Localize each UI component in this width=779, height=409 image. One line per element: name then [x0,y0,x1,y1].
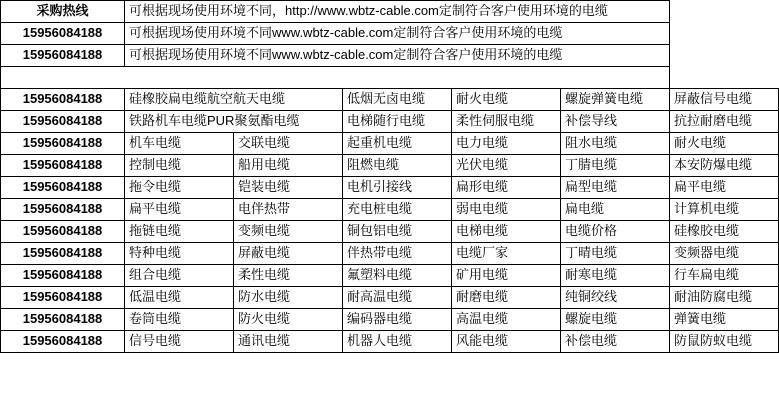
product-cell: 电梯随行电缆 [343,111,452,133]
product-cell: 耐火电缆 [452,89,561,111]
product-cell: 螺旋电缆 [561,309,670,331]
product-cell: 卷筒电缆 [125,309,234,331]
product-cell: 电力电缆 [452,133,561,155]
phone-number: 15956084188 [1,287,125,309]
phone-number: 15956084188 [1,221,125,243]
table-row [1,199,779,221]
product-cell: 阻燃电缆 [343,155,452,177]
product-cell: 丁腈电缆 [561,155,670,177]
phone-number: 15956084188 [1,177,125,199]
product-cell: 矿用电缆 [452,265,561,287]
product-cell: 螺旋弹簧电缆 [561,89,670,111]
phone-number: 15956084188 [1,111,125,133]
product-cell: 耐高温电缆 [343,287,452,309]
banner-text-2: 可根据现场使用环境不同www.wbtz-cable.com定制符合客户使用环境的电缆 [125,45,670,67]
product-cell: 电缆厂家 [452,243,561,265]
product-cell: 硅橡胶扁电缆航空航天电缆 [125,89,343,111]
product-cell: 高温电缆 [452,309,561,331]
product-cell: 纯铜绞线 [561,287,670,309]
product-cell: 编码器电缆 [343,309,452,331]
table-row [1,111,779,133]
product-cell: 硅橡胶电缆 [670,221,779,243]
phone-number: 15956084188 [1,331,125,353]
product-cell: 电缆价格 [561,221,670,243]
spacer-cell [1,67,670,89]
product-cell: 伴热带电缆 [343,243,452,265]
product-cell: 拖令电缆 [125,177,234,199]
product-cell: 耐油防腐电缆 [670,287,779,309]
product-cell: 防鼠防蚁电缆 [670,331,779,353]
product-cell: 信号电缆 [125,331,234,353]
purchase-hotline-label: 采购热线 [1,1,125,23]
banner-text-1: 可根据现场使用环境不同www.wbtz-cable.com定制符合客户使用环境的电缆 [125,23,670,45]
product-cell: 扁型电缆 [561,177,670,199]
product-cell: 本安防爆电缆 [670,155,779,177]
table-row-banner-1 [1,23,779,45]
product-cell: 组合电缆 [125,265,234,287]
product-cell: 扁平电缆 [670,177,779,199]
product-cell: 柔性伺服电缆 [452,111,561,133]
phone-number: 15956084188 [1,309,125,331]
phone-number: 15956084188 [1,243,125,265]
product-cell: 耐寒电缆 [561,265,670,287]
product-cell: 补偿导线 [561,111,670,133]
product-cell: 防水电缆 [234,287,343,309]
table-row [1,265,779,287]
product-cell: 低温电缆 [125,287,234,309]
phone-number: 15956084188 [1,89,125,111]
table-body [1,1,779,353]
phone-number: 15956084188 [1,23,125,45]
product-cell: 机车电缆 [125,133,234,155]
product-cell: 耐磨电缆 [452,287,561,309]
table-row [1,331,779,353]
product-cell: 电机引接线 [343,177,452,199]
table-row-header [1,1,779,23]
banner-text-0: 可根据现场使用环境不同，http://www.wbtz-cable.com定制符合客户使用环境的电缆 [125,1,670,23]
product-cell: 防火电缆 [234,309,343,331]
phone-number: 15956084188 [1,199,125,221]
table-row [1,243,779,265]
product-cell: 耐火电缆 [670,133,779,155]
product-cell: 铜包铝电缆 [343,221,452,243]
product-cell: 铠装电缆 [234,177,343,199]
product-cell: 弹簧电缆 [670,309,779,331]
product-cell: 电伴热带 [234,199,343,221]
product-cell: 扁形电缆 [452,177,561,199]
table-row [1,309,779,331]
product-cell: 弱电电缆 [452,199,561,221]
table-row [1,221,779,243]
product-cell: 交联电缆 [234,133,343,155]
product-cell: 风能电缆 [452,331,561,353]
product-cell: 通讯电缆 [234,331,343,353]
product-cell: 阻水电缆 [561,133,670,155]
product-cell: 变频器电缆 [670,243,779,265]
product-cell: 船用电缆 [234,155,343,177]
table-row-banner-2 [1,45,779,67]
product-cell: 抗拉耐磨电缆 [670,111,779,133]
product-cell: 特种电缆 [125,243,234,265]
spacer-row [1,67,779,89]
phone-number: 15956084188 [1,155,125,177]
product-cell: 屏蔽电缆 [234,243,343,265]
product-cell: 柔性电缆 [234,265,343,287]
product-cell: 起重机电缆 [343,133,452,155]
product-cell: 机器人电缆 [343,331,452,353]
phone-number: 15956084188 [1,45,125,67]
product-cell: 计算机电缆 [670,199,779,221]
product-cell: 低烟无卤电缆 [343,89,452,111]
product-cell: 变频电缆 [234,221,343,243]
product-cell: 拖链电缆 [125,221,234,243]
product-cell: 丁晴电缆 [561,243,670,265]
product-cell: 扁电缆 [561,199,670,221]
product-cell: 光伏电缆 [452,155,561,177]
product-cell: 铁路机车电缆PUR聚氨酯电缆 [125,111,343,133]
product-cell: 充电桩电缆 [343,199,452,221]
product-cell: 扁平电缆 [125,199,234,221]
product-cell: 氟塑料电缆 [343,265,452,287]
table-row [1,133,779,155]
product-cell: 电梯电缆 [452,221,561,243]
product-cell: 屏蔽信号电缆 [670,89,779,111]
phone-number: 15956084188 [1,133,125,155]
phone-number: 15956084188 [1,265,125,287]
product-cell: 控制电缆 [125,155,234,177]
table-row [1,177,779,199]
table-row [1,287,779,309]
table-row [1,155,779,177]
product-cell: 行车扁电缆 [670,265,779,287]
product-cell: 补偿电缆 [561,331,670,353]
table-row [1,89,779,111]
